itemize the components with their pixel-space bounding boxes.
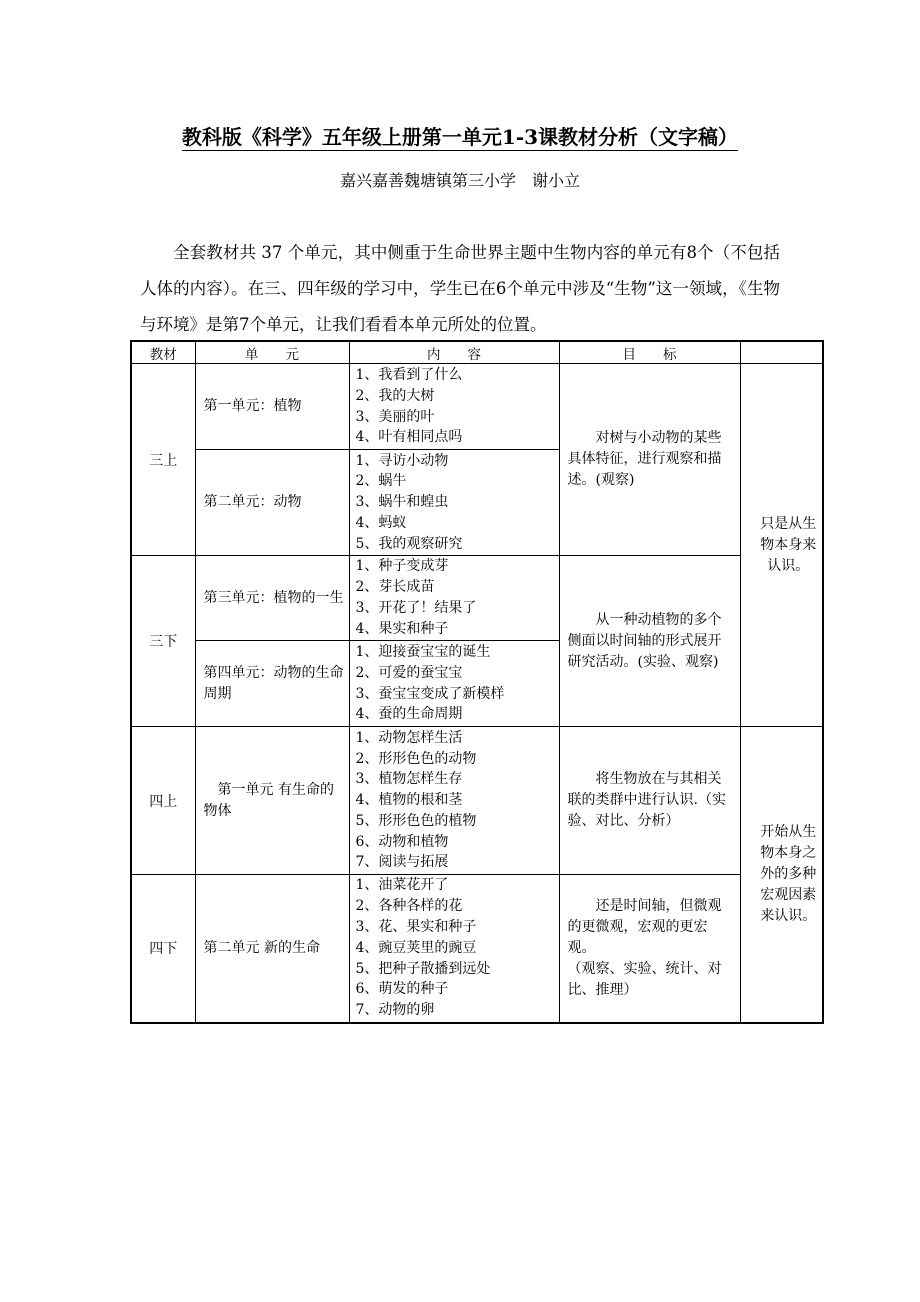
intro-paragraph: 全套教材共 37 个单元，其中侧重于生命世界主题中生物内容的单元有8个（不包括人体的内容）。在三、四年级的学习中，学生已在6个单元中涉及“生物”这一领域，《生物与环境》是第7个单元，让我们看看本单元所处的位置。 bbox=[140, 243, 780, 334]
goal-text: 对树与小动物的某些具体特征，进行观察和描述。(观察) bbox=[567, 430, 722, 488]
lesson-item: 1、我看到了什么 bbox=[355, 366, 463, 383]
table-header-row bbox=[131, 341, 823, 364]
lesson-item: 7、动物的卵 bbox=[355, 1002, 435, 1019]
lesson-item: 4、果实和种子 bbox=[355, 620, 449, 637]
table-row bbox=[131, 556, 823, 641]
goal-cell bbox=[559, 727, 740, 875]
lessons-cell bbox=[349, 641, 559, 727]
lessons-cell bbox=[349, 727, 559, 875]
unit-cell bbox=[195, 727, 349, 875]
lesson-item: 3、蜗牛和蝗虫 bbox=[355, 494, 449, 511]
lessons-cell bbox=[349, 556, 559, 641]
lessons-cell bbox=[349, 450, 559, 556]
lesson-item: 6、萌发的种子 bbox=[355, 981, 449, 998]
goal-text: 从一种动植物的多个侧面以时间轴的形式展开研究活动。(实验、观察) bbox=[567, 611, 722, 670]
lesson-item: 5、形形色色的植物 bbox=[355, 812, 477, 829]
lesson-item: 2、各种各样的花 bbox=[355, 898, 463, 915]
goal-cell bbox=[559, 875, 740, 1023]
author-line: 嘉兴嘉善魏塘镇第三小学 谢小立 bbox=[339, 171, 580, 190]
grade-cell: 四上 bbox=[131, 727, 195, 875]
lesson-item: 3、蚕宝宝变成了新模样 bbox=[355, 685, 505, 702]
curriculum-table bbox=[130, 340, 824, 1024]
lesson-item: 4、蚂蚁 bbox=[355, 514, 407, 531]
lesson-item: 7、阅读与拓展 bbox=[355, 854, 449, 871]
lesson-item: 4、叶有相同点吗 bbox=[355, 429, 463, 446]
goal-text: （观察、实验、统计、对比、推理） bbox=[567, 960, 722, 998]
lesson-item: 4、蚕的生命周期 bbox=[355, 706, 463, 723]
lesson-item: 1、寻访小动物 bbox=[355, 452, 449, 469]
lesson-item: 4、植物的根和茎 bbox=[355, 792, 463, 809]
note-text: 只是从生物本身来认识。 bbox=[760, 515, 817, 574]
goal-cell bbox=[559, 364, 740, 556]
unit-cell: 第一单元：植物 bbox=[195, 364, 349, 450]
lesson-item: 5、我的观察研究 bbox=[355, 535, 463, 552]
note-cell bbox=[740, 727, 823, 1023]
note-text: 开始从生物本身之外的多种宏观因素来认识。 bbox=[760, 823, 817, 924]
lesson-item: 3、植物怎样生存 bbox=[355, 771, 463, 788]
goal-text: 将生物放在与其相关联的类群中进行认识.（实验、对比、分析） bbox=[567, 771, 726, 829]
table-row bbox=[131, 875, 823, 1023]
header-goal: 目 标 bbox=[559, 341, 740, 364]
lesson-item: 2、可爱的蚕宝宝 bbox=[355, 664, 463, 681]
lesson-item: 1、油菜花开了 bbox=[355, 877, 449, 894]
header-note bbox=[740, 341, 823, 364]
unit-cell: 第三单元：植物的一生 bbox=[195, 556, 349, 641]
grade-cell: 三上 bbox=[131, 364, 195, 556]
lesson-item: 1、迎接蚕宝宝的诞生 bbox=[355, 643, 491, 660]
lesson-item: 1、动物怎样生活 bbox=[355, 729, 463, 746]
lesson-item: 2、芽长成苗 bbox=[355, 579, 435, 596]
document-title: 教科版《科学》五年级上册第一单元1-3课教材分析（文字稿） bbox=[181, 125, 739, 149]
lesson-item: 2、我的大树 bbox=[355, 387, 435, 404]
header-grade: 教材 bbox=[131, 341, 195, 364]
grade-cell: 四下 bbox=[131, 875, 195, 1023]
table-row bbox=[131, 727, 823, 875]
lesson-item: 6、动物和植物 bbox=[355, 833, 449, 850]
grade-cell: 三下 bbox=[131, 556, 195, 727]
lesson-item: 5、把种子散播到远处 bbox=[355, 960, 491, 977]
lesson-item: 3、花、果实和种子 bbox=[355, 919, 477, 936]
lesson-item: 4、豌豆荚里的豌豆 bbox=[355, 939, 477, 956]
note-cell bbox=[740, 364, 823, 727]
lessons-cell bbox=[349, 364, 559, 450]
lesson-item: 2、蜗牛 bbox=[355, 473, 407, 490]
header-content: 内 容 bbox=[349, 341, 559, 364]
lessons-cell bbox=[349, 875, 559, 1023]
lesson-item: 1、种子变成芽 bbox=[355, 558, 449, 575]
lesson-item: 3、开花了！结果了 bbox=[355, 600, 477, 616]
unit-cell: 第二单元：动物 bbox=[195, 450, 349, 556]
lesson-item: 3、美丽的叶 bbox=[355, 408, 435, 425]
lesson-item: 2、形形色色的动物 bbox=[355, 750, 477, 767]
goal-text: 还是时间轴，但微观的更微观，宏观的更宏观。 bbox=[567, 897, 722, 956]
goal-cell bbox=[559, 556, 740, 727]
unit-cell: 第四单元：动物的生命周期 bbox=[195, 641, 349, 727]
table-row bbox=[131, 364, 823, 450]
header-unit: 单 元 bbox=[195, 341, 349, 364]
unit-text: 第一单元 有生命的物体 bbox=[203, 781, 334, 819]
unit-cell: 第二单元 新的生命 bbox=[195, 875, 349, 1023]
